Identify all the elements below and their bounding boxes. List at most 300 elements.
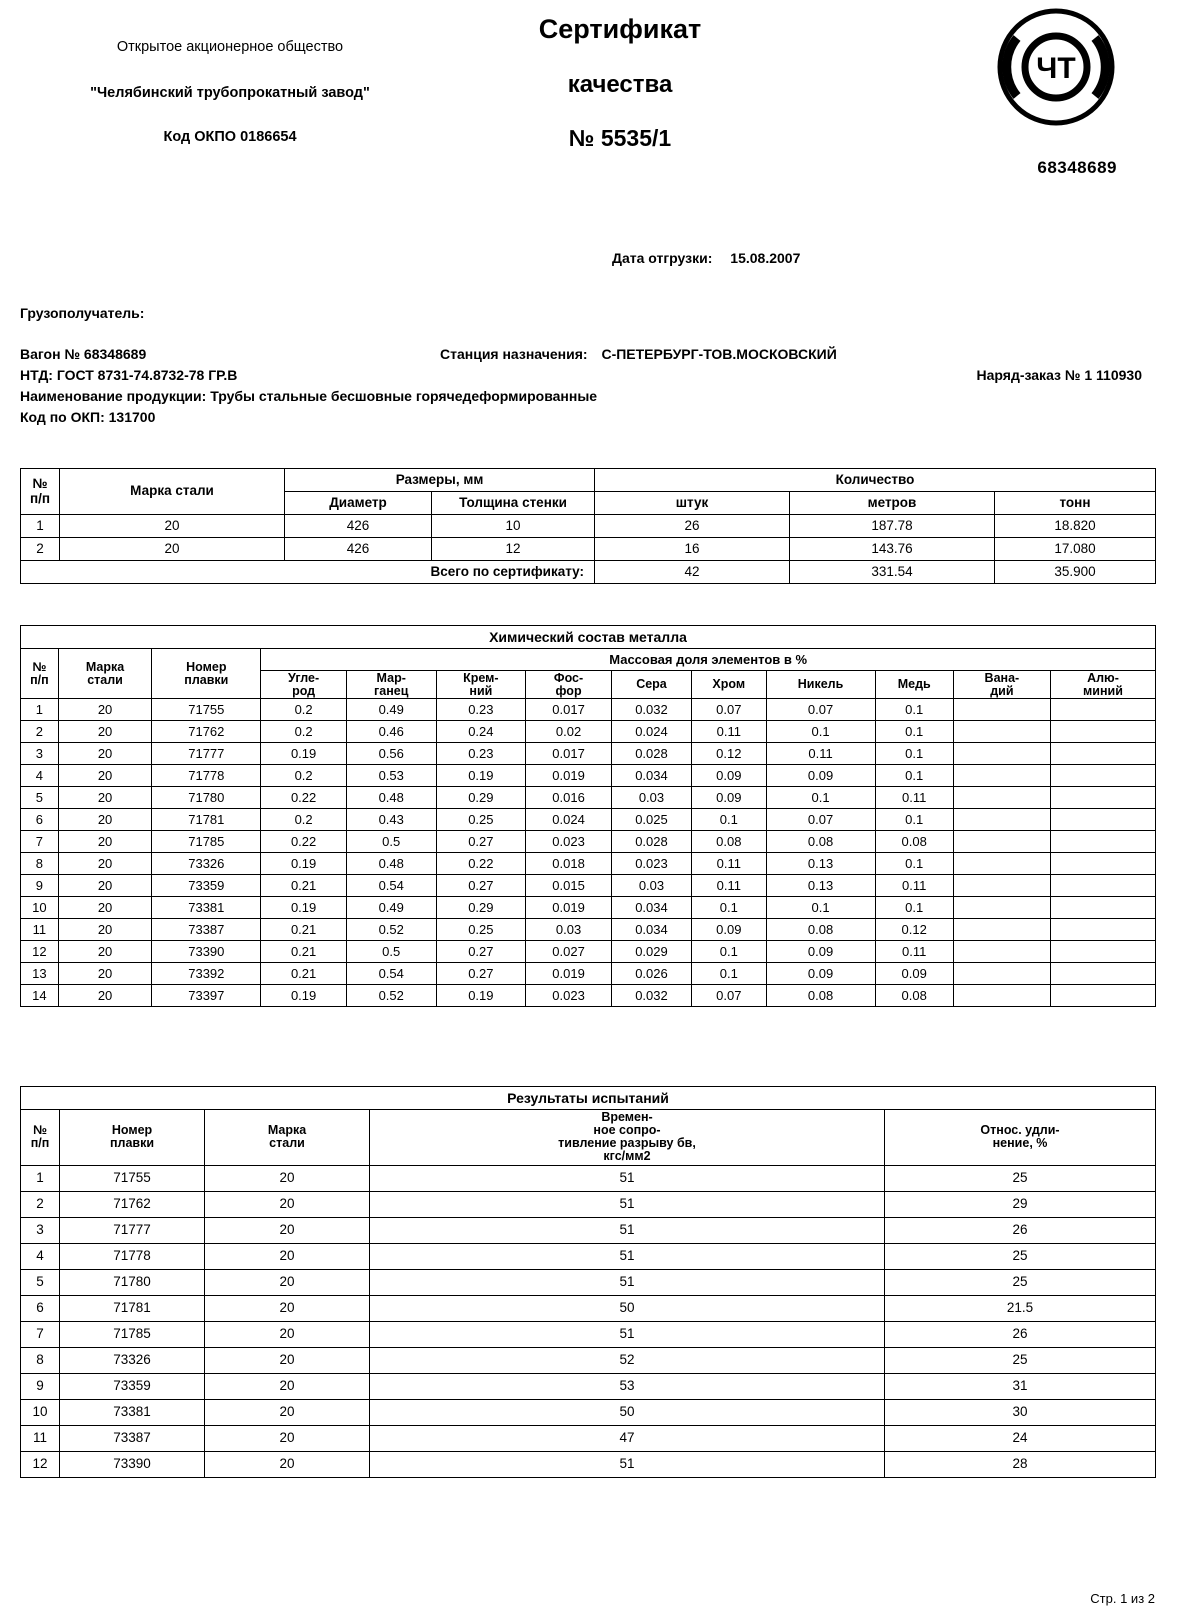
cell-heat-number: 73390 (60, 1451, 205, 1477)
cell-elongation: 25 (885, 1347, 1156, 1373)
cell-tensile-strength: 50 (370, 1399, 885, 1425)
cell-vanadium (953, 919, 1050, 941)
cell-heat-number: 73326 (60, 1347, 205, 1373)
cell-sulfur: 0.032 (611, 699, 691, 721)
table-caption-row (21, 626, 1156, 649)
col-header-chromium: Хром (692, 671, 767, 699)
cell-steel-grade: 20 (205, 1373, 370, 1399)
col-header-elongation: Относ. удли- нение, % (885, 1110, 1156, 1166)
col-header-tensile-strength: Времен- ное сопро- тивление разрыву бв, кгс/мм2 (370, 1110, 885, 1166)
cell-vanadium (953, 699, 1050, 721)
col-header-carbon: Угле- род (261, 671, 347, 699)
info-row-product (20, 388, 1160, 409)
cell-heat-number: 73387 (152, 919, 261, 941)
col-header-mass-fraction: Массовая доля элементов в % (261, 649, 1156, 671)
shipping-date-value: 15.08.2007 (730, 250, 801, 266)
cell-nickel: 0.09 (766, 963, 875, 985)
cell-chromium: 0.1 (692, 963, 767, 985)
cell-aluminium (1050, 919, 1155, 941)
cell-steel-grade: 20 (205, 1399, 370, 1425)
cell-chromium: 0.11 (692, 721, 767, 743)
cell-vanadium (953, 787, 1050, 809)
cell-heat-number: 71777 (60, 1217, 205, 1243)
info-row-ntd-order (20, 367, 1160, 388)
cell-nickel: 0.13 (766, 875, 875, 897)
cell-heat-number: 73381 (60, 1399, 205, 1425)
cell-copper: 0.1 (875, 721, 953, 743)
cell-carbon: 0.21 (261, 919, 347, 941)
cell-heat-number: 71762 (60, 1191, 205, 1217)
cell-sulfur: 0.034 (611, 897, 691, 919)
cell-heat-number: 73359 (152, 875, 261, 897)
table-row (21, 538, 1156, 561)
table-row (21, 875, 1156, 897)
cell-nickel: 0.08 (766, 831, 875, 853)
cell-phosphorus: 0.016 (526, 787, 612, 809)
cell-chromium: 0.09 (692, 919, 767, 941)
cell-steel-grade: 20 (58, 721, 152, 743)
cell-copper: 0.1 (875, 699, 953, 721)
col-header-heat-number: Номер плавки (152, 649, 261, 699)
cell-steel-grade: 20 (205, 1217, 370, 1243)
cell-heat-number: 71755 (152, 699, 261, 721)
cell-silicon: 0.27 (436, 963, 526, 985)
cell-pieces: 26 (595, 515, 790, 538)
cell-number: 3 (21, 743, 59, 765)
cell-silicon: 0.23 (436, 699, 526, 721)
col-header-steel-grade: Марка стали (205, 1110, 370, 1166)
col-header-number: № п/п (21, 649, 59, 699)
table-row (21, 1191, 1156, 1217)
table-row (21, 721, 1156, 743)
cell-copper: 0.08 (875, 831, 953, 853)
cell-chromium: 0.07 (692, 985, 767, 1007)
cell-carbon: 0.21 (261, 941, 347, 963)
cell-heat-number: 73390 (152, 941, 261, 963)
cell-heat-number: 71785 (60, 1321, 205, 1347)
page-subtitle: качества (567, 71, 673, 98)
table-header-row (21, 649, 1156, 671)
cell-number: 6 (21, 809, 59, 831)
cell-vanadium (953, 985, 1050, 1007)
cell-vanadium (953, 941, 1050, 963)
info-row-wagon-station (20, 346, 1160, 367)
table-row (21, 1321, 1156, 1347)
col-header-vanadium: Вана- дий (953, 671, 1050, 699)
cell-heat-number: 71780 (152, 787, 261, 809)
cell-number: 13 (21, 963, 59, 985)
cell-copper: 0.1 (875, 897, 953, 919)
cell-manganese: 0.5 (346, 941, 436, 963)
cell-carbon: 0.2 (261, 809, 347, 831)
cell-steel-grade: 20 (205, 1451, 370, 1477)
cell-number: 8 (21, 1347, 60, 1373)
product-name: Наименование продукции: Трубы стальные бесшовные горячедеформированные (20, 388, 598, 404)
cell-manganese: 0.46 (346, 721, 436, 743)
cell-steel-grade: 20 (58, 985, 152, 1007)
cell-nickel: 0.07 (766, 699, 875, 721)
cell-steel-grade: 20 (205, 1269, 370, 1295)
cell-carbon: 0.21 (261, 875, 347, 897)
cell-nickel: 0.08 (766, 985, 875, 1007)
cell-heat-number: 71755 (60, 1165, 205, 1191)
table-row (21, 919, 1156, 941)
cell-number: 9 (21, 1373, 60, 1399)
cell-aluminium (1050, 809, 1155, 831)
table-row (21, 699, 1156, 721)
cell-sulfur: 0.03 (611, 875, 691, 897)
ntd-standard: НТД: ГОСТ 8731-74.8732-78 ГР.В (20, 367, 238, 383)
table-row (21, 1425, 1156, 1451)
cell-nickel: 0.08 (766, 919, 875, 941)
cell-tensile-strength: 51 (370, 1321, 885, 1347)
cell-steel-grade: 20 (205, 1425, 370, 1451)
wagon-number-label: Вагон № 68348689 (20, 346, 147, 362)
cell-number: 2 (21, 1191, 60, 1217)
cell-number: 4 (21, 1243, 60, 1269)
cell-steel-grade: 20 (58, 699, 152, 721)
cell-carbon: 0.22 (261, 787, 347, 809)
cell-vanadium (953, 963, 1050, 985)
cell-heat-number: 73326 (152, 853, 261, 875)
cell-tensile-strength: 51 (370, 1269, 885, 1295)
cell-wall: 12 (432, 538, 595, 561)
cell-chromium: 0.11 (692, 853, 767, 875)
cell-carbon: 0.2 (261, 765, 347, 787)
destination-station (440, 346, 837, 362)
chemical-composition-section (20, 625, 1156, 1007)
cell-vanadium (953, 831, 1050, 853)
table-row (21, 515, 1156, 538)
cell-number: 8 (21, 853, 59, 875)
company-logo (997, 8, 1115, 126)
cell-heat-number: 73381 (152, 897, 261, 919)
company-block (20, 40, 440, 146)
cell-heat-number: 73392 (152, 963, 261, 985)
cell-number: 11 (21, 919, 59, 941)
cell-nickel: 0.1 (766, 787, 875, 809)
col-header-silicon: Крем- ний (436, 671, 526, 699)
cell-number: 2 (21, 721, 59, 743)
cell-heat-number: 71762 (152, 721, 261, 743)
cell-chromium: 0.1 (692, 941, 767, 963)
cell-steel-grade: 20 (58, 853, 152, 875)
cell-tensile-strength: 52 (370, 1347, 885, 1373)
cell-silicon: 0.25 (436, 809, 526, 831)
cell-tensile-strength: 50 (370, 1295, 885, 1321)
cell-copper: 0.1 (875, 853, 953, 875)
cell-vanadium (953, 853, 1050, 875)
table-header-row (21, 469, 1156, 492)
cell-nickel: 0.1 (766, 721, 875, 743)
cell-pieces: 16 (595, 538, 790, 561)
cell-carbon: 0.21 (261, 963, 347, 985)
info-rows (20, 346, 1160, 430)
cell-heat-number: 71780 (60, 1269, 205, 1295)
cell-carbon: 0.19 (261, 853, 347, 875)
table-row (21, 765, 1156, 787)
cell-number: 2 (21, 538, 60, 561)
cell-number: 1 (21, 515, 60, 538)
cell-carbon: 0.2 (261, 721, 347, 743)
cell-manganese: 0.49 (346, 897, 436, 919)
col-header-sizes: Размеры, мм (285, 469, 595, 492)
cell-sulfur: 0.029 (611, 941, 691, 963)
cell-manganese: 0.56 (346, 743, 436, 765)
cell-total-tons: 35.900 (995, 561, 1156, 584)
cell-sulfur: 0.026 (611, 963, 691, 985)
col-header-number: № п/п (21, 1110, 60, 1166)
cell-phosphorus: 0.019 (526, 963, 612, 985)
col-header-manganese: Мар- ганец (346, 671, 436, 699)
cell-elongation: 25 (885, 1269, 1156, 1295)
cell-copper: 0.1 (875, 765, 953, 787)
cell-manganese: 0.54 (346, 875, 436, 897)
cell-carbon: 0.22 (261, 831, 347, 853)
cell-silicon: 0.25 (436, 919, 526, 941)
cell-steel-grade: 20 (60, 515, 285, 538)
cell-steel-grade: 20 (58, 963, 152, 985)
cell-aluminium (1050, 787, 1155, 809)
cell-tons: 18.820 (995, 515, 1156, 538)
cell-steel-grade: 20 (205, 1165, 370, 1191)
cell-carbon: 0.19 (261, 897, 347, 919)
cell-total-pieces: 42 (595, 561, 790, 584)
destination-station-value: С-ПЕТЕРБУРГ-ТОВ.МОСКОВСКИЙ (601, 346, 837, 362)
col-header-number: № п/п (21, 469, 60, 515)
cell-steel-grade: 20 (58, 765, 152, 787)
cell-tons: 17.080 (995, 538, 1156, 561)
cell-tensile-strength: 51 (370, 1243, 885, 1269)
cell-number: 5 (21, 1269, 60, 1295)
cell-elongation: 25 (885, 1243, 1156, 1269)
cell-heat-number: 73359 (60, 1373, 205, 1399)
col-header-diameter: Диаметр (285, 492, 432, 515)
cell-manganese: 0.49 (346, 699, 436, 721)
consignee-label: Грузополучатель: (20, 305, 145, 321)
chemical-composition-table (20, 625, 1156, 1007)
col-header-sulfur: Сера (611, 671, 691, 699)
cell-phosphorus: 0.017 (526, 743, 612, 765)
table-row (21, 1217, 1156, 1243)
cell-number: 1 (21, 699, 59, 721)
okp-code: Код по ОКП: 131700 (20, 409, 156, 425)
company-name: "Челябинский трубопрокатный завод" (90, 84, 370, 101)
cell-elongation: 29 (885, 1191, 1156, 1217)
cell-elongation: 28 (885, 1451, 1156, 1477)
cell-phosphorus: 0.017 (526, 699, 612, 721)
cell-diameter: 426 (285, 538, 432, 561)
col-header-aluminium: Алю- миний (1050, 671, 1155, 699)
cell-silicon: 0.27 (436, 831, 526, 853)
table-row (21, 897, 1156, 919)
cell-number: 7 (21, 1321, 60, 1347)
cell-number: 3 (21, 1217, 60, 1243)
document-header (0, 0, 1177, 200)
cell-steel-grade: 20 (205, 1321, 370, 1347)
cell-phosphorus: 0.02 (526, 721, 612, 743)
cell-sulfur: 0.032 (611, 985, 691, 1007)
cell-vanadium (953, 743, 1050, 765)
company-okpo-code: Код ОКПО 0186654 (163, 128, 297, 145)
cell-steel-grade: 20 (58, 743, 152, 765)
chtpz-logo-icon (997, 8, 1115, 126)
cell-phosphorus: 0.027 (526, 941, 612, 963)
cell-steel-grade: 20 (58, 919, 152, 941)
company-legal-form: Открытое акционерное общество (116, 39, 344, 55)
shipping-date (612, 250, 800, 266)
cell-steel-grade: 20 (205, 1243, 370, 1269)
cell-manganese: 0.5 (346, 831, 436, 853)
col-header-pieces: штук (595, 492, 790, 515)
cell-sulfur: 0.028 (611, 743, 691, 765)
cell-aluminium (1050, 941, 1155, 963)
cell-chromium: 0.09 (692, 787, 767, 809)
col-header-meters: метров (790, 492, 995, 515)
cell-nickel: 0.1 (766, 897, 875, 919)
cell-aluminium (1050, 985, 1155, 1007)
cell-phosphorus: 0.019 (526, 897, 612, 919)
cell-heat-number: 71778 (60, 1243, 205, 1269)
cell-copper: 0.08 (875, 985, 953, 1007)
page-title: Сертификат (538, 14, 702, 44)
cell-heat-number: 71777 (152, 743, 261, 765)
cell-steel-grade: 20 (205, 1191, 370, 1217)
col-header-quantity: Количество (595, 469, 1156, 492)
cell-nickel: 0.11 (766, 743, 875, 765)
table-row (21, 1295, 1156, 1321)
cell-silicon: 0.27 (436, 875, 526, 897)
cell-sulfur: 0.034 (611, 765, 691, 787)
cell-phosphorus: 0.023 (526, 831, 612, 853)
test-results-caption: Результаты испытаний (21, 1087, 1156, 1110)
cell-number: 10 (21, 897, 59, 919)
cell-tensile-strength: 47 (370, 1425, 885, 1451)
sizes-quantity-table (20, 468, 1156, 584)
table-row (21, 853, 1156, 875)
cell-phosphorus: 0.018 (526, 853, 612, 875)
cell-silicon: 0.29 (436, 787, 526, 809)
cell-silicon: 0.22 (436, 853, 526, 875)
cell-phosphorus: 0.019 (526, 765, 612, 787)
cell-chromium: 0.12 (692, 743, 767, 765)
cell-number: 5 (21, 787, 59, 809)
table-row (21, 1269, 1156, 1295)
cell-nickel: 0.13 (766, 853, 875, 875)
cell-number: 9 (21, 875, 59, 897)
cell-copper: 0.11 (875, 875, 953, 897)
cell-aluminium (1050, 743, 1155, 765)
table-row (21, 1347, 1156, 1373)
cell-elongation: 21.5 (885, 1295, 1156, 1321)
cell-heat-number: 71778 (152, 765, 261, 787)
cell-heat-number: 73397 (152, 985, 261, 1007)
cell-phosphorus: 0.023 (526, 985, 612, 1007)
cell-manganese: 0.52 (346, 985, 436, 1007)
svg-text:ЧТ: ЧТ (1036, 52, 1076, 85)
cell-tensile-strength: 51 (370, 1217, 885, 1243)
cell-vanadium (953, 809, 1050, 831)
cell-chromium: 0.1 (692, 809, 767, 831)
destination-station-label: Станция назначения: (440, 346, 588, 362)
cell-manganese: 0.54 (346, 963, 436, 985)
cell-number: 6 (21, 1295, 60, 1321)
col-header-phosphorus: Фос- фор (526, 671, 612, 699)
col-header-heat-number: Номер плавки (60, 1110, 205, 1166)
cell-manganese: 0.48 (346, 853, 436, 875)
cell-nickel: 0.07 (766, 809, 875, 831)
cell-elongation: 25 (885, 1165, 1156, 1191)
info-row-okp (20, 409, 1160, 430)
cell-phosphorus: 0.024 (526, 809, 612, 831)
cell-aluminium (1050, 963, 1155, 985)
cell-aluminium (1050, 699, 1155, 721)
cell-manganese: 0.52 (346, 919, 436, 941)
table-row (21, 831, 1156, 853)
cell-aluminium (1050, 831, 1155, 853)
test-results-table (20, 1086, 1156, 1478)
cell-steel-grade: 20 (205, 1347, 370, 1373)
cell-steel-grade: 20 (58, 875, 152, 897)
col-header-copper: Медь (875, 671, 953, 699)
cell-steel-grade: 20 (58, 897, 152, 919)
cell-manganese: 0.48 (346, 787, 436, 809)
cell-phosphorus: 0.015 (526, 875, 612, 897)
order-number: Наряд-заказ № 1 110930 (976, 367, 1142, 383)
table-row (21, 985, 1156, 1007)
col-header-nickel: Никель (766, 671, 875, 699)
cell-chromium: 0.08 (692, 831, 767, 853)
cell-sulfur: 0.024 (611, 721, 691, 743)
cell-heat-number: 71781 (60, 1295, 205, 1321)
cell-manganese: 0.53 (346, 765, 436, 787)
chemical-composition-caption: Химический состав металла (21, 626, 1156, 649)
cell-copper: 0.11 (875, 941, 953, 963)
page-footer: Стр. 1 из 2 (1090, 1591, 1155, 1606)
cell-vanadium (953, 721, 1050, 743)
cell-elongation: 26 (885, 1217, 1156, 1243)
cell-nickel: 0.09 (766, 765, 875, 787)
cell-heat-number: 71781 (152, 809, 261, 831)
cell-steel-grade: 20 (205, 1295, 370, 1321)
cell-phosphorus: 0.03 (526, 919, 612, 941)
cell-tensile-strength: 51 (370, 1451, 885, 1477)
table-row (21, 1165, 1156, 1191)
cell-chromium: 0.11 (692, 875, 767, 897)
cell-nickel: 0.09 (766, 941, 875, 963)
cell-silicon: 0.23 (436, 743, 526, 765)
cell-sulfur: 0.023 (611, 853, 691, 875)
cell-sulfur: 0.034 (611, 919, 691, 941)
cell-steel-grade: 20 (60, 538, 285, 561)
wagon-number-large: 68348689 (1037, 158, 1117, 177)
cell-aluminium (1050, 853, 1155, 875)
cell-chromium: 0.07 (692, 699, 767, 721)
cell-tensile-strength: 51 (370, 1191, 885, 1217)
cell-number: 10 (21, 1399, 60, 1425)
cell-chromium: 0.09 (692, 765, 767, 787)
cell-sulfur: 0.028 (611, 831, 691, 853)
cell-copper: 0.09 (875, 963, 953, 985)
col-header-wall-thickness: Толщина стенки (432, 492, 595, 515)
cell-aluminium (1050, 765, 1155, 787)
cell-elongation: 26 (885, 1321, 1156, 1347)
certificate-number: № 5535/1 (568, 125, 672, 151)
cell-silicon: 0.29 (436, 897, 526, 919)
table-row (21, 1373, 1156, 1399)
table-row (21, 787, 1156, 809)
cell-vanadium (953, 875, 1050, 897)
